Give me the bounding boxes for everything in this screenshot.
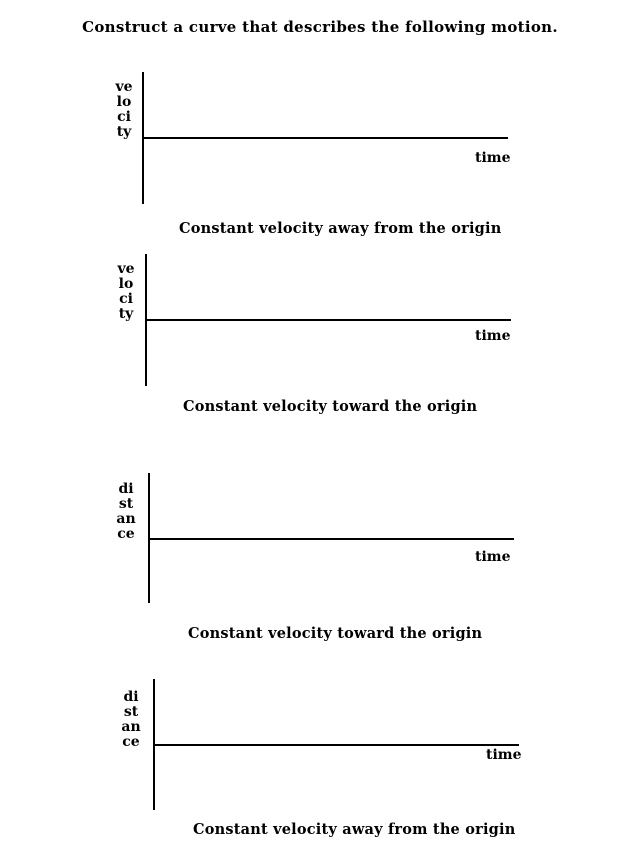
graph-4-x-axis-label: time [486, 747, 522, 763]
graph-2-y-axis-label: velocity [117, 261, 135, 322]
graph-2-x-axis [145, 319, 511, 321]
graph-4-caption: Constant velocity away from the origin [193, 821, 516, 838]
graph-2-x-axis-label: time [475, 328, 511, 344]
graph-3-y-axis-label: distance [116, 481, 136, 542]
graph-1-x-axis [142, 137, 508, 139]
graph-4-x-axis [153, 744, 519, 746]
graph-4-y-axis-label: distance [121, 689, 141, 750]
graph-3-x-axis [148, 538, 514, 540]
graph-1-caption: Constant velocity away from the origin [179, 220, 502, 237]
graph-2-caption: Constant velocity toward the origin [183, 398, 478, 415]
worksheet-title: Construct a curve that describes the following motion. [82, 18, 558, 36]
graph-1-y-axis-label: velocity [115, 79, 133, 140]
graph-3-caption: Constant velocity toward the origin [188, 625, 483, 642]
graph-3-x-axis-label: time [475, 549, 511, 565]
graph-1-x-axis-label: time [475, 150, 511, 166]
